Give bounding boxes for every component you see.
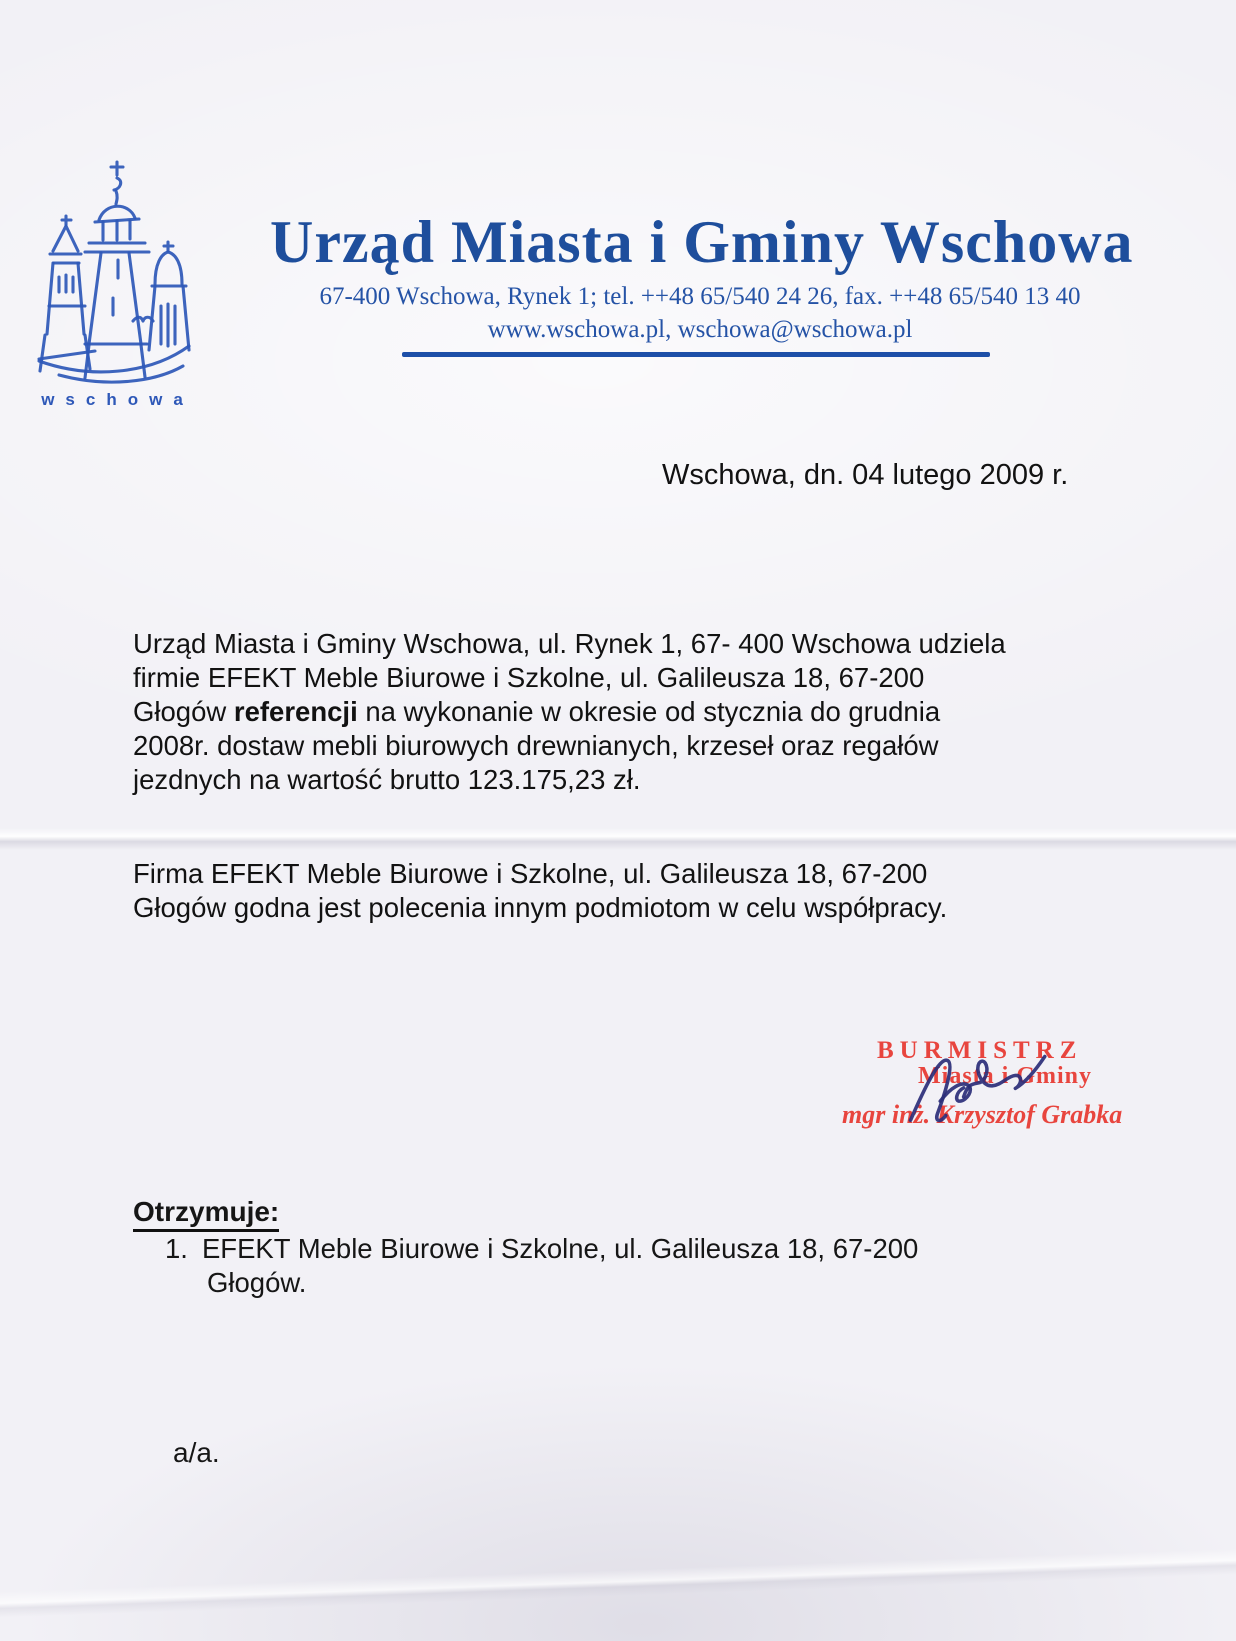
handwritten-signature [889,1030,1055,1134]
paragraph-recommendation [133,857,947,925]
wschowa-towers-logo-icon [33,158,193,386]
recipient-name-line: EFEKT Meble Biurowe i Szkolne, ul. Galileusza 18, 67-200 [201,1233,919,1264]
recipients-heading-text: Otrzymuje: [133,1196,279,1232]
paragraph-references [133,627,1006,797]
letterhead-address-line: 67-400 Wschowa, Rynek 1; tel. ++48 65/540 24 26, fax. ++48 65/540 13 40 [319,283,1081,310]
paragraph-line: Głogów godna jest polecenia innym podmiotom w celu współpracy. [133,892,948,923]
letterhead-title: Urząd Miasta i Gminy Wschowa [270,209,1134,275]
paragraph-line: Firma EFEKT Meble Biurowe i Szkolne, ul. Galileusza 18, 67-200 [133,858,928,889]
logo-caption: wschowa [41,390,194,409]
paragraph-line: 2008r. dostaw mebli biurowych drewnianych, krzeseł oraz regałów [133,730,939,761]
paragraph-line: firmie EFEKT Meble Biurowe i Szkolne, ul. Galileusza 18, 67-200 [133,662,925,693]
towers-sketch [33,158,193,386]
stamp-title-burmistrz: BURMISTRZ [877,1037,1083,1064]
paragraph-line-segment: Głogów [133,696,227,727]
recipient-city-line: Głogów. [207,1267,307,1298]
recipient-item [165,1233,918,1265]
paper-bottom-crease [0,1547,1236,1619]
paragraph-line-segment: na wykonanie w okresie od stycznia do grudnia [365,696,941,727]
paragraph-line [133,695,1006,729]
aa-filing-note: a/a. [173,1437,220,1468]
signature-scribble [889,1030,1055,1134]
letterhead-divider-rule [402,352,990,357]
recipients-heading [133,1196,279,1228]
paragraph-line: Urząd Miasta i Gminy Wschowa, ul. Rynek 1, 67- 400 Wschowa udziela [133,628,1006,659]
stamp-name-krzysztof-grabka: mgr inż. Krzysztof Grabka [842,1100,1123,1129]
referencji-bold-word: referencji [233,696,358,727]
recipient-number: 1. [165,1233,188,1264]
stamp-subtitle-miasta-i-gminy: Miasta i Gminy [918,1063,1092,1089]
letterhead-web-line: www.wschowa.pl, wschowa@wschowa.pl [487,316,913,343]
date-line: Wschowa, dn. 04 lutego 2009 r. [662,459,1069,491]
paper-fold-crease [0,828,1236,850]
paragraph-line: jezdnych na wartość brutto 123.175,23 zł. [133,764,641,795]
